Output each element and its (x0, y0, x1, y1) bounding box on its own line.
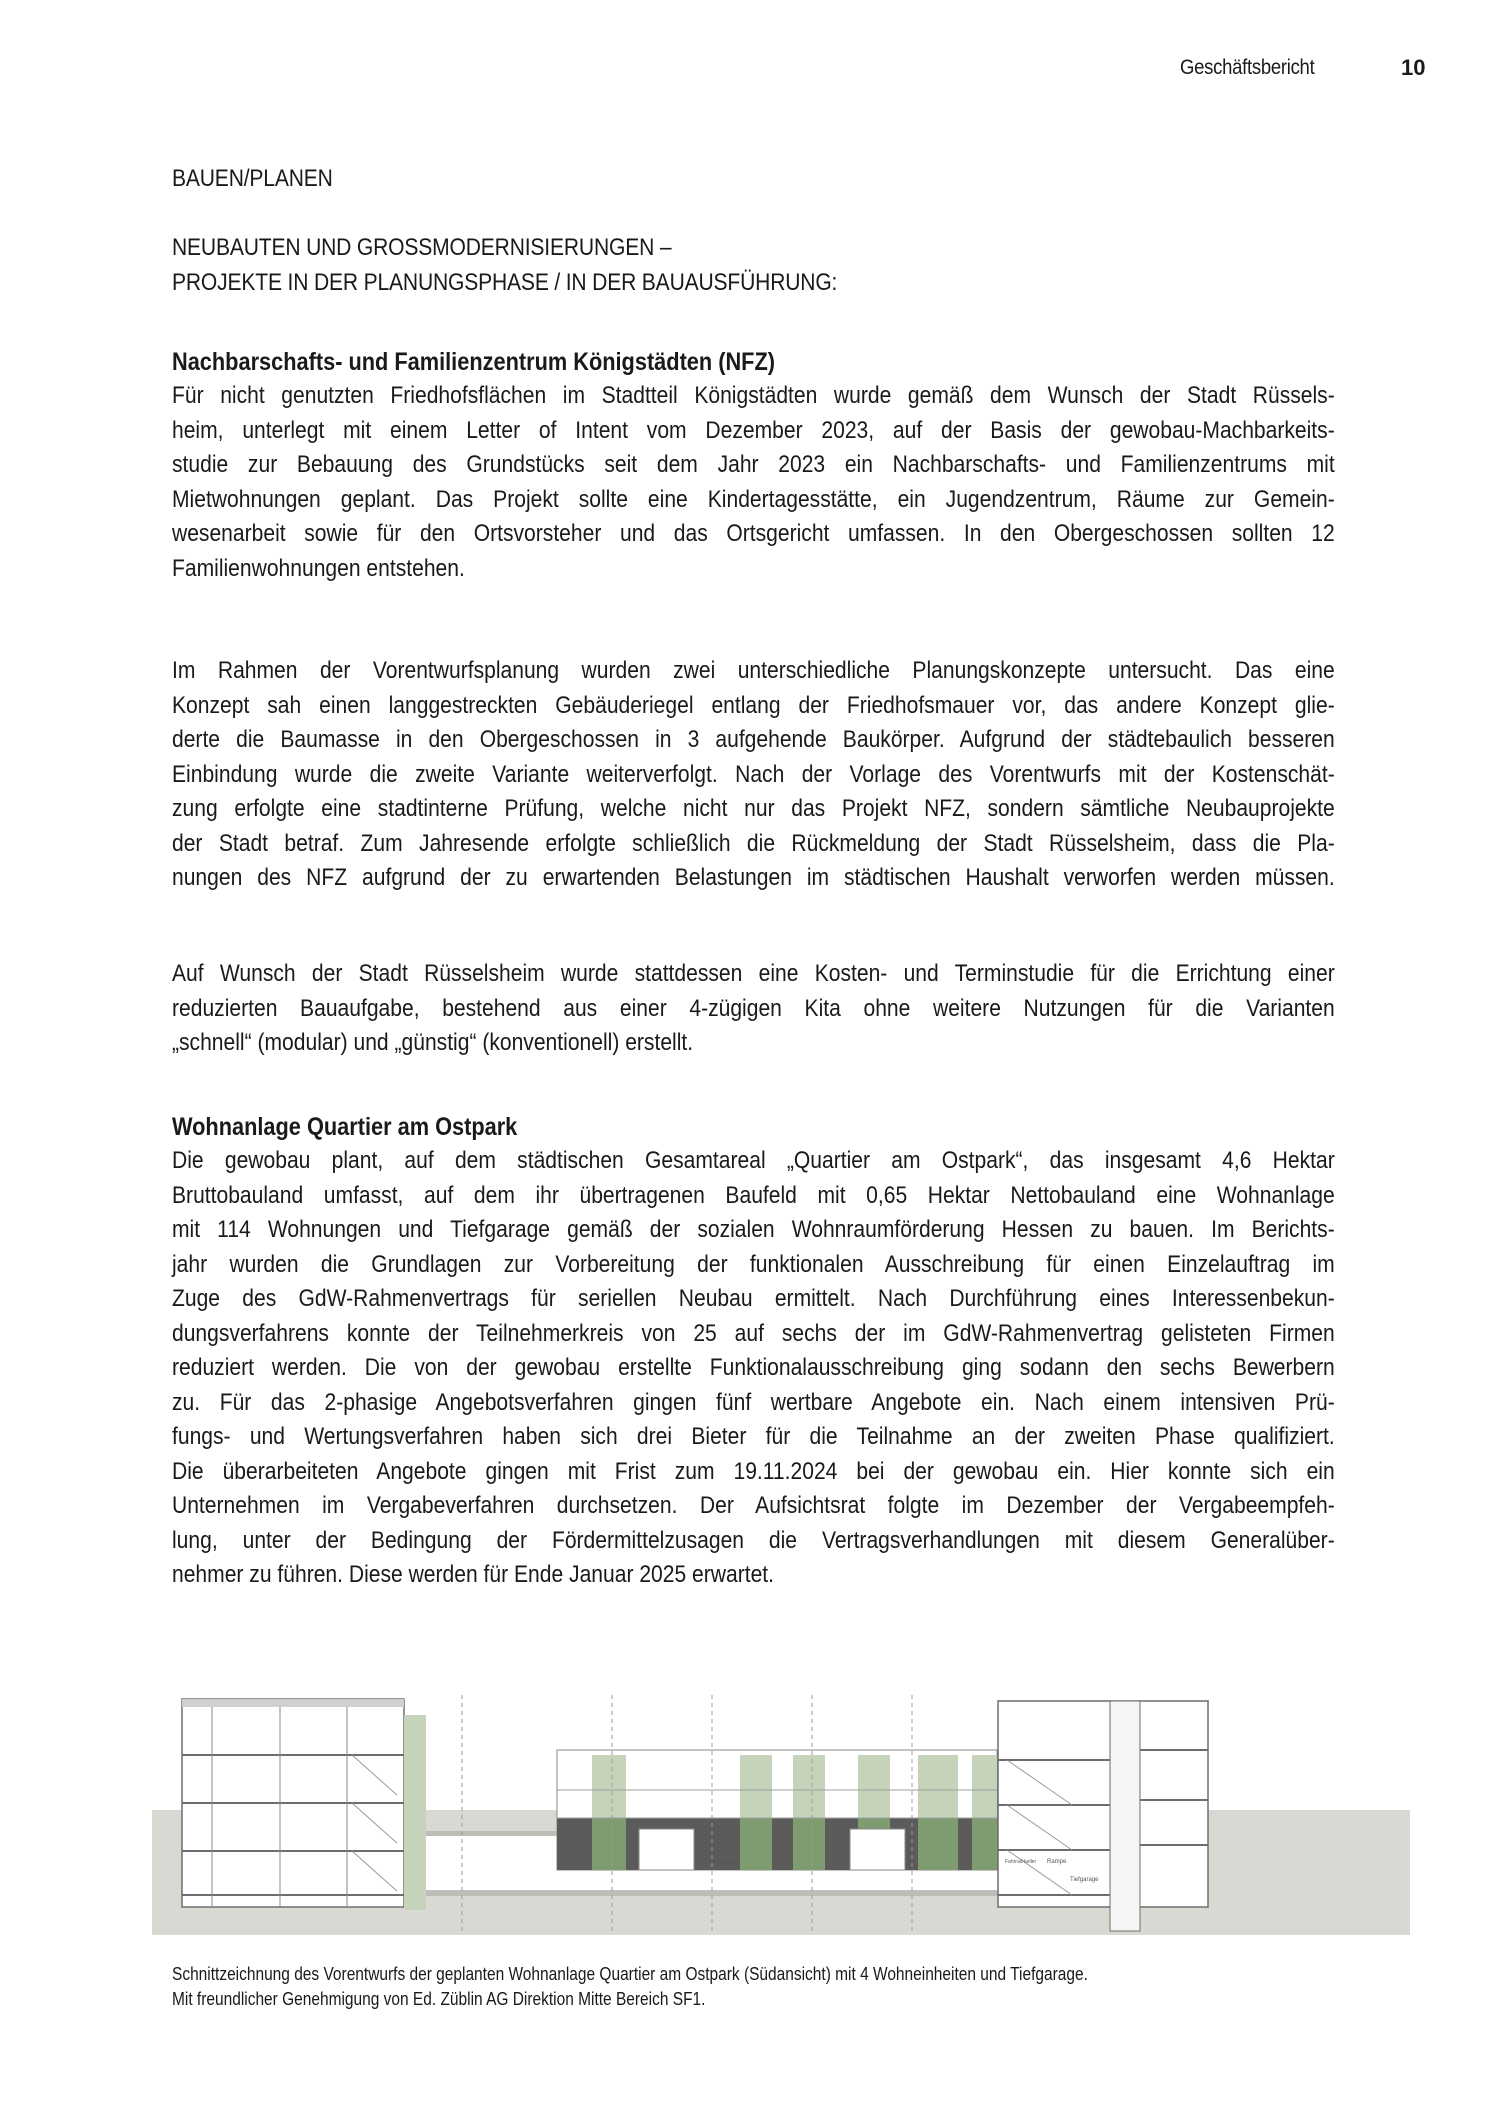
text-line: Familienwohnungen entstehen. (172, 554, 465, 582)
project-ostpark (172, 1110, 1335, 1593)
text-line: nehmer zu führen. Diese werden für Ende Januar 2025 erwartet. (172, 1561, 775, 1588)
text-line: Auf Wunsch der Stadt Rüsselsheim wurde stattdessen eine Kosten- und Terminstudie für die Errichtung einer (172, 960, 1335, 987)
text-line: Die gewobau plant, auf dem städtischen Gesamtareal „Quartier am Ostpark“, das insgesamt 4,6 Hektar (172, 1147, 1335, 1174)
text-line: reduziert werden. Die von der gewobau erstellte Funktionalausschreibung ging sodann den sechs Bewerbern (172, 1354, 1335, 1381)
text-line: Unternehmen im Vergabeverfahren durchsetzen. Der Aufsichtsrat folgte im Dezember der Vergabeempfeh- (172, 1492, 1335, 1519)
text-line: lung, unter der Bedingung der Fördermittelzusagen die Vertragsverhandlungen mit diesem Generalüber- (172, 1526, 1335, 1554)
text-line: Im Rahmen der Vorentwurfsplanung wurden zwei unterschiedliche Planungskonzepte untersucht. Das eine (172, 657, 1335, 684)
project-nfz (172, 345, 1335, 586)
paragraph-block (172, 957, 1335, 1061)
text-line: Bruttobauland umfasst, auf dem ihr übertragenen Baufeld mit 0,65 Hektar Nettobauland eine Wohnanlage (172, 1181, 1335, 1209)
text-line: der Stadt betraf. Zum Jahresende erfolgte schließlich die Rückmeldung der Stadt Rüsselsheim, dass die Pla- (172, 829, 1335, 857)
text-line: wesenarbeit sowie für den Ortsvorsteher und das Ortsgericht umfassen. In den Obergeschossen sollten 12 (172, 520, 1335, 547)
text-line: nungen des NFZ aufgrund der zu erwartenden Belastungen im städtischen Haushalt verworfen werden müssen. (172, 864, 1335, 891)
text-line: derte die Baumasse in den Obergeschossen in 3 aufgehende Baukörper. Aufgrund der städtebaulich besseren (172, 726, 1335, 753)
text-line: dungsverfahrens konnte der Teilnehmerkreis von 25 auf sechs der im GdW-Rahmenvertrag gelisteten Firmen (172, 1319, 1335, 1347)
label-tiefgarage-2: Tiefgarage (1070, 1877, 1099, 1883)
label-fahrradkeller: Fahrrad-keller (1005, 1859, 1037, 1865)
text-line: jahr wurden die Grundlagen zur Vorbereitung der funktionalen Ausschreibung für einen Einzelauftrag im (172, 1250, 1335, 1278)
text-line: Zuge des GdW-Rahmenvertrags für seriellen Neubau ermittelt. Nach Durchführung eines Interessenbekun- (172, 1285, 1335, 1312)
paragraph (172, 1144, 1335, 1593)
paragraph (172, 654, 1335, 896)
project-heading: Wohnanlage Quartier am Ostpark (172, 1113, 518, 1141)
text-line: Einbindung wurde die zweite Variante weiterverfolgt. Nach der Vorlage des Vorentwurfs mit der Kostenschät- (172, 760, 1335, 788)
section-subtitle-line: NEUBAUTEN UND GROSSMODERNISIERUNGEN – (172, 234, 672, 261)
caption-line: Schnittzeichnung des Vorentwurfs der geplanten Wohnanlage Quartier am Ostpark (Südansicht) mit 4 Wohneinheiten und Tiefgarage. (172, 1964, 1088, 1984)
label-tiefgarage-1: Tiefgarage (707, 1859, 736, 1865)
section-title: BAUEN/PLANEN (172, 165, 333, 192)
text-line: „schnell“ (modular) und „günstig“ (konventionell) erstellt. (172, 1029, 694, 1056)
text-line: zu. Für das 2-phasige Angebotsverfahren gingen fünf wertbare Angebote ein. Nach einem intensiven Prü- (172, 1388, 1335, 1416)
project-heading: Nachbarschafts- und Familienzentrum Königstädten (NFZ) (172, 348, 776, 376)
paragraph (172, 379, 1335, 586)
text-line: fungs- und Wertungsverfahren haben sich drei Bieter für die Teilnahme an der zweiten Phase qualifiziert. (172, 1423, 1335, 1450)
text-line: Konzept sah einen langgestreckten Gebäuderiegel entlang der Friedhofsmauer vor, das andere Konzept glie- (172, 691, 1335, 719)
label-rampe: Rampe (1047, 1859, 1067, 1865)
section-subtitle (172, 231, 1335, 300)
paragraph-block (172, 654, 1335, 896)
caption-line: Mit freundlicher Genehmigung von Ed. Züblin AG Direktion Mitte Bereich SF1. (172, 1989, 706, 2009)
text-line: mit 114 Wohnungen und Tiefgarage gemäß der sozialen Wohnraumförderung Hessen zu bauen. Im Berichts- (172, 1216, 1335, 1243)
section-subtitle-line: PROJEKTE IN DER PLANUNGSPHASE / IN DER BAUAUSFÜHRUNG: (172, 268, 838, 296)
text-line: Mietwohnungen geplant. Das Projekt sollte eine Kindertagesstätte, ein Jugendzentrum, Räume zur Gemein- (172, 485, 1335, 513)
page-number: 10 (1401, 55, 1426, 80)
text-line: heim, unterlegt mit einem Letter of Intent vom Dezember 2023, auf der Basis der gewobau-Machbarkeits- (172, 416, 1335, 444)
text-line: zung erfolgte eine stadtinterne Prüfung, welche nicht nur das Projekt NFZ, sondern sämtliche Neubauprojekte (172, 795, 1335, 822)
section-drawing (152, 1695, 1410, 1935)
running-header-title: Geschäftsbericht (1180, 56, 1315, 79)
text-line: studie zur Bebauung des Grundstücks seit dem Jahr 2023 ein Nachbarschafts- und Familienzentrums mit (172, 451, 1335, 478)
text-line: Für nicht genutzten Friedhofsflächen im Stadtteil Königstädten wurde gemäß dem Wunsch der Stadt Rüssels- (172, 382, 1335, 409)
text-line: reduzierten Bauaufgabe, bestehend aus einer 4-zügigen Kita ohne weitere Nutzungen für die Varianten (172, 994, 1335, 1022)
paragraph (172, 957, 1335, 1061)
text-line: Die überarbeiteten Angebote gingen mit Frist zum 19.11.2024 bei der gewobau ein. Hier konnte sich ein (172, 1457, 1335, 1485)
figure-caption (172, 1962, 1088, 2012)
